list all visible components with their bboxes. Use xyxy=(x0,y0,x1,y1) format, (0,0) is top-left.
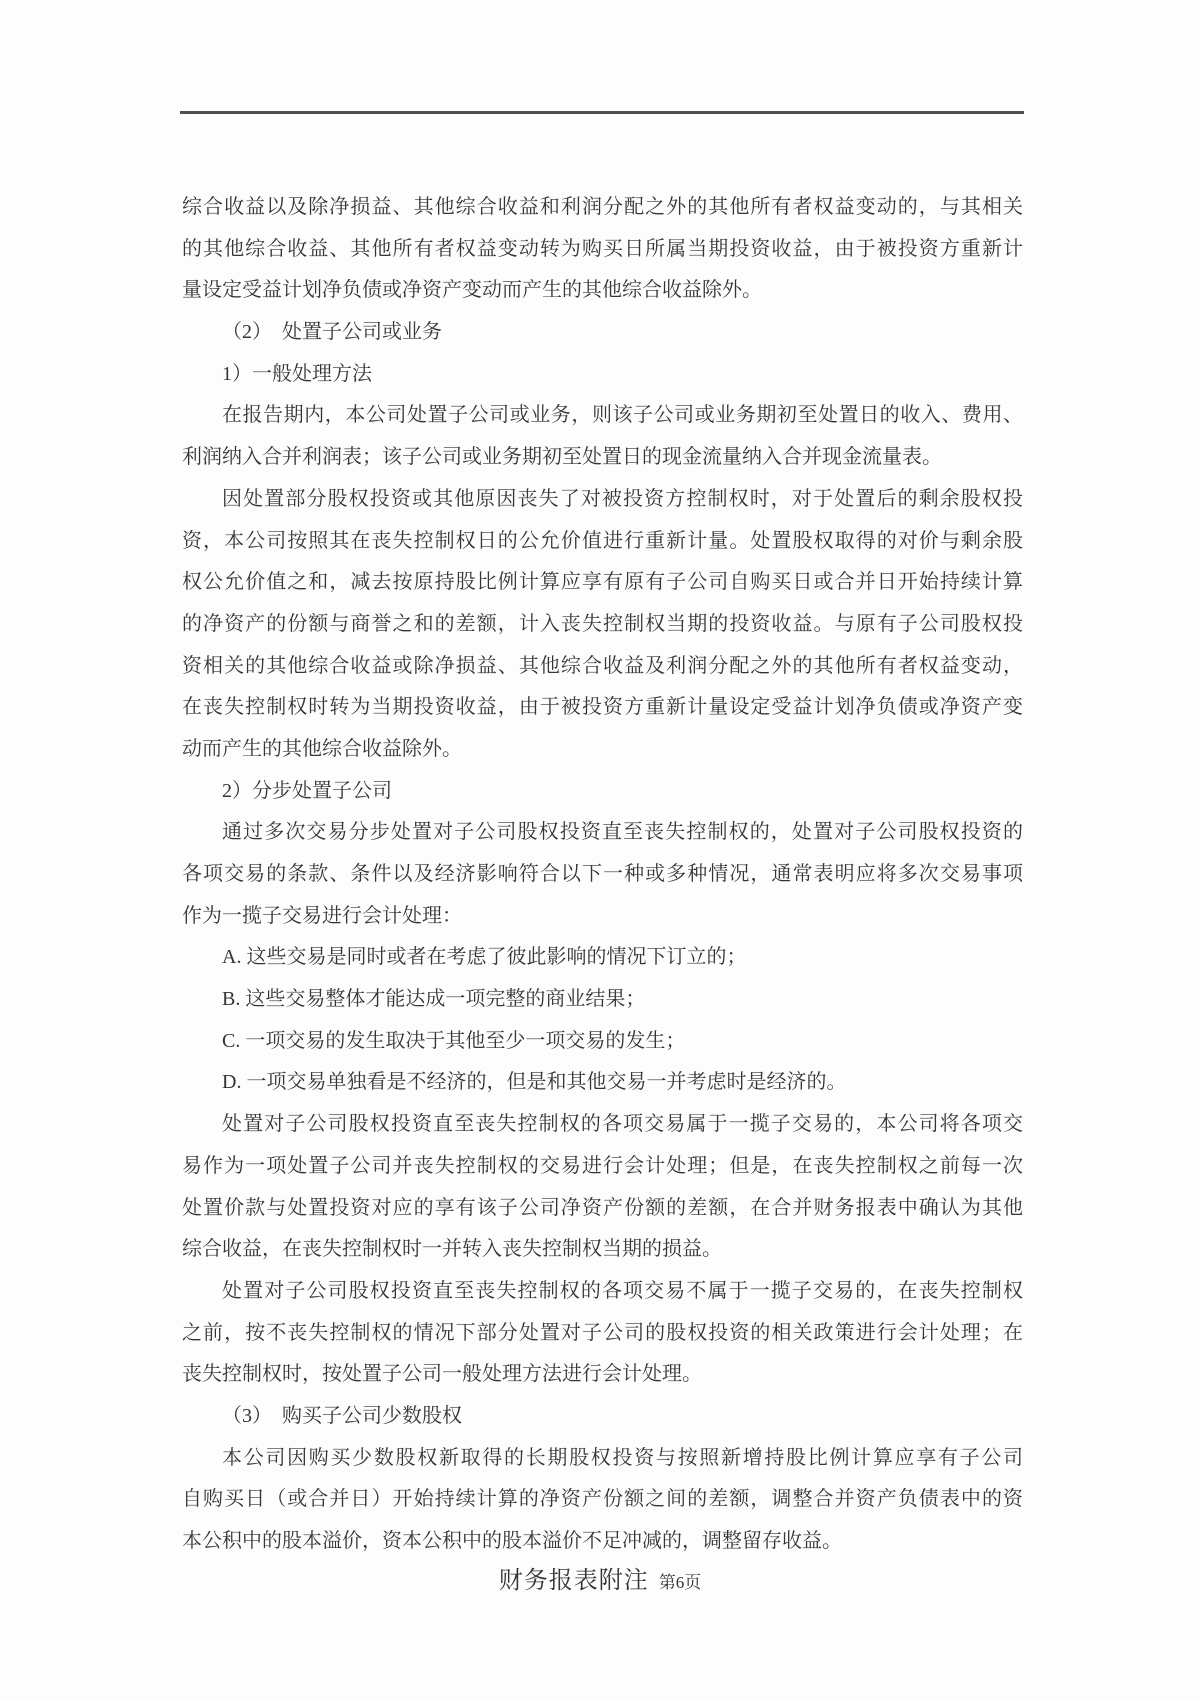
text-line: 动而产生的其他综合收益除外。 xyxy=(182,737,462,760)
text-line: 处置对子公司股权投资直至丧失控制权的各项交易不属于一揽子交易的，在丧失控制权 xyxy=(222,1279,1023,1302)
section-heading: （2） 处置子公司或业务 xyxy=(222,321,442,344)
text-line: 综合收益以及除净损益、其他综合收益和利润分配之外的其他所有者权益变动的，与其相关 xyxy=(182,196,1023,218)
text-line: 自购买日（或合并日）开始持续计算的净资产份额之间的差额，调整合并资产负债表中的资 xyxy=(182,1488,1023,1511)
list-item: A. 这些交易是同时或者在考虑了彼此影响的情况下订立的； xyxy=(222,946,747,969)
text-line: 因处置部分股权投资或其他原因丧失了对被投资方控制权时，对于处置后的剩余股权投 xyxy=(222,487,1023,510)
list-item: D. 一项交易单独看是不经济的，但是和其他交易一并考虑时是经济的。 xyxy=(222,1071,847,1094)
text-line: 本公积中的股本溢价，资本公积中的股本溢价不足冲减的，调整留存收益。 xyxy=(182,1530,842,1552)
text-line: 通过多次交易分步处置对子公司股权投资直至丧失控制权的，处置对子公司股权投资的 xyxy=(222,821,1023,844)
text-line: 丧失控制权时，按处置子公司一般处理方法进行会计处理。 xyxy=(182,1363,702,1386)
list-item: B. 这些交易整体才能达成一项完整的商业结果； xyxy=(222,988,646,1011)
section-heading: 2）分步处置子公司 xyxy=(222,779,392,802)
document-body xyxy=(182,187,1023,1563)
text-line: 权公允价值之和，减去按原持股比例计算应享有原有子公司自购买日或合并日开始持续计算 xyxy=(182,571,1023,594)
text-line: 之前，按不丧失控制权的情况下部分处置对子公司的股权投资的相关政策进行会计处理；在 xyxy=(182,1321,1023,1344)
section-heading: 1）一般处理方法 xyxy=(222,362,372,385)
page-footer xyxy=(0,1566,1200,1599)
text-line: 处置对子公司股权投资直至丧失控制权的各项交易属于一揽子交易的，本公司将各项交 xyxy=(222,1113,1023,1136)
text-line: 的其他综合收益、其他所有者权益变动转为购买日所属当期投资收益，由于被投资方重新计 xyxy=(182,237,1023,260)
header-rule xyxy=(180,111,1024,114)
text-line: 量设定受益计划净负债或净资产变动而产生的其他综合收益除外。 xyxy=(182,279,762,302)
text-line: 作为一揽子交易进行会计处理： xyxy=(182,904,462,927)
text-line: 的净资产的份额与商誉之和的差额，计入丧失控制权当期的投资收益。与原有子公司股权投 xyxy=(182,612,1023,635)
text-line: 处置价款与处置投资对应的享有该子公司净资产份额的差额，在合并财务报表中确认为其他 xyxy=(182,1196,1023,1219)
text-line: 在报告期内，本公司处置子公司或业务，则该子公司或业务期初至处置日的收入、费用、 xyxy=(222,404,1023,427)
text-line: 资，本公司按照其在丧失控制权日的公允价值进行重新计量。处置股权取得的对价与剩余股 xyxy=(182,529,1023,552)
text-line: 易作为一项处置子公司并丧失控制权的交易进行会计处理；但是，在丧失控制权之前每一次 xyxy=(182,1154,1023,1177)
text-line: 在丧失控制权时转为当期投资收益，由于被投资方重新计量设定受益计划净负债或净资产变 xyxy=(182,696,1023,719)
text-line: 各项交易的条款、条件以及经济影响符合以下一种或多种情况，通常表明应将多次交易事项 xyxy=(182,863,1023,885)
footer-title: 财务报表附注 xyxy=(498,1568,649,1594)
text-line: 综合收益，在丧失控制权时一并转入丧失控制权当期的损益。 xyxy=(182,1238,722,1261)
section-heading: （3） 购买子公司少数股权 xyxy=(222,1404,462,1427)
list-item: C. 一项交易的发生取决于其他至少一项交易的发生； xyxy=(222,1029,686,1052)
page-number: 第6页 xyxy=(658,1573,702,1592)
text-line: 本公司因购买少数股权新取得的长期股权投资与按照新增持股比例计算应享有子公司 xyxy=(222,1446,1023,1469)
text-line: 资相关的其他综合收益或除净损益、其他综合收益及利润分配之外的其他所有者权益变动， xyxy=(182,654,1023,677)
text-line: 利润纳入合并利润表；该子公司或业务期初至处置日的现金流量纳入合并现金流量表。 xyxy=(182,446,942,469)
